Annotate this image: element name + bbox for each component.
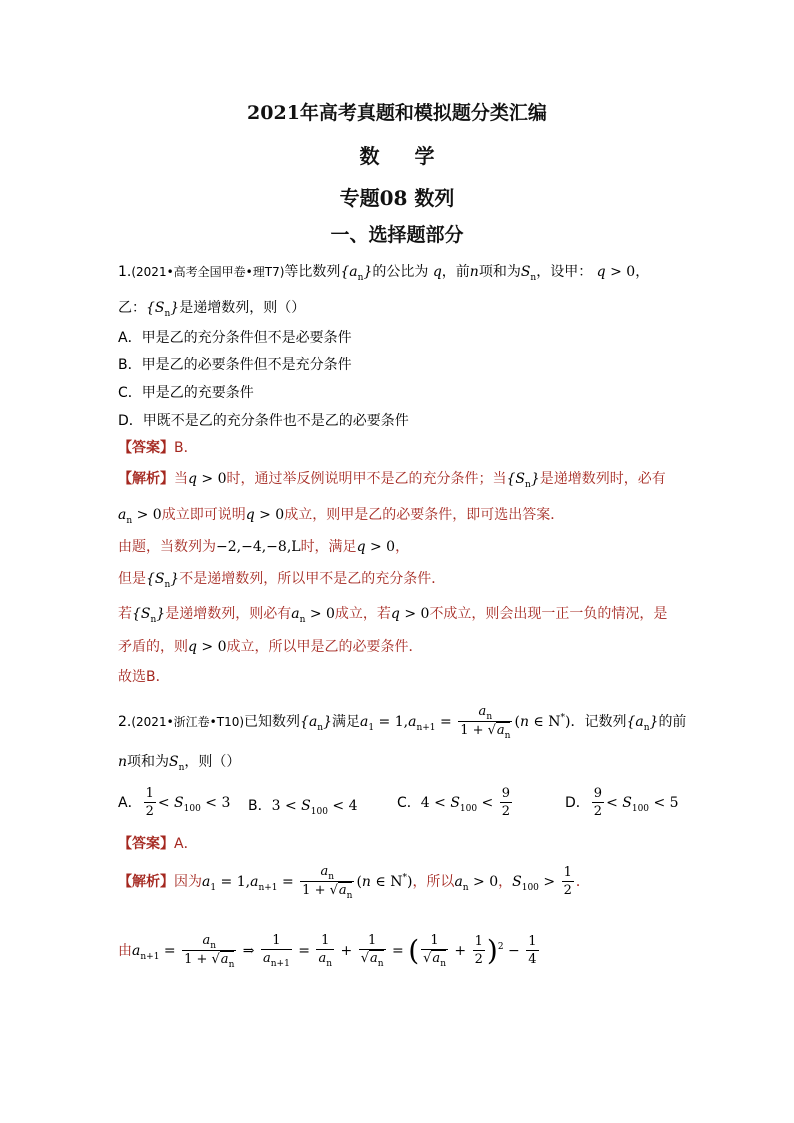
- q1-option-b: B．甲是乙的必要条件但不是充分条件: [118, 357, 352, 373]
- q2-option-d: D． $\frac{9}{2}$ < $S_{100} < 5$: [565, 786, 679, 819]
- q1-analysis-1: 【解析】当q > 0时，通过举反例说明甲不是乙的充分条件；当$\{S_n\}$是递增数列时，必有: [118, 471, 666, 490]
- topic-title: 专题08 数列: [339, 186, 455, 210]
- q1-stem: 1.(2021•高考全国甲卷•理T7)等比数列$\{a_n\}$的公比为 q，前n项和为$S_n$，设甲： q > 0，: [118, 264, 650, 283]
- q2-option-a: A． $\frac{1}{2}$ < $S_{100} < 3$: [118, 786, 231, 819]
- q1-stem-line2: 乙：$\{S_n\}$是递增数列，则（）: [118, 300, 306, 319]
- q1-analysis-7: 故选B．: [118, 669, 170, 685]
- q1-analysis-5: 若$\{S_n\}$是递增数列，则必有$a_n > 0$成立，若q > 0不成立，则会出现一正一负的情况，是: [118, 606, 668, 625]
- q2-answer: 【答案】A．: [118, 836, 198, 852]
- q2-analysis-2: 由$a_{n+1}$ = $\frac{a_n}{1 + √a_n}$ ⇒ $\frac{1}{a_{n+1}}$ = $\frac{1}{a_n}$ + $\frac{1}{√a_n}$ = ( $\frac{1}{√a_n}$ + $\frac{1}{2}$ )$^2$ − $\frac{1}{4}$: [118, 932, 537, 970]
- q2-option-b: B．$3 < S_{100} < 4$: [248, 798, 358, 817]
- q1-analysis-4: 但是$\{S_n\}$不是递增数列，所以甲不是乙的充分条件．: [118, 571, 446, 590]
- q1-answer: 【答案】B．: [118, 440, 198, 456]
- q1-analysis-2: $a_n > 0$成立即可说明q > 0成立，则甲是乙的必要条件，即可选出答案．: [118, 507, 565, 526]
- q2-analysis-1: 【解析】因为$a_1 = 1,a_{n+1}$ = $\frac{a_n}{1 + √a_n}$ (n ∈ N*)，所以$a_n > 0$，$S_{100}$ > $\frac{1}{2}$ ．: [118, 863, 590, 901]
- q1-analysis-6: 矛盾的，则q > 0成立，所以甲是乙的必要条件．: [118, 639, 423, 655]
- q1-option-c: C．甲是乙的充要条件: [118, 385, 254, 401]
- q1-analysis-3: 由题，当数列为−2,−4,−8,L时，满足q > 0，: [118, 539, 410, 555]
- subject-title: 数 学: [359, 144, 449, 168]
- section-title: 一、选择题部分: [330, 224, 464, 246]
- q2-stem-line2: n项和为$S_n$，则（）: [118, 754, 241, 773]
- q2-stem: 2.(2021•浙江卷•T10)已知数列$\{a_n\}$满足$a_1 = 1,a_{n+1}$ = $\frac{a_n}{1 + √a_n}$ (n ∈ N*)．记数列$\{a_n\}$的前: [118, 703, 687, 741]
- q1-option-a: A．甲是乙的充分条件但不是必要条件: [118, 330, 352, 346]
- q1-option-d: D．甲既不是乙的充分条件也不是乙的必要条件: [118, 413, 409, 429]
- document-title: 2021年高考真题和模拟题分类汇编: [247, 102, 547, 124]
- q2-option-c: C．$4 < S_{100}$ < $\frac{9}{2}$: [397, 786, 511, 819]
